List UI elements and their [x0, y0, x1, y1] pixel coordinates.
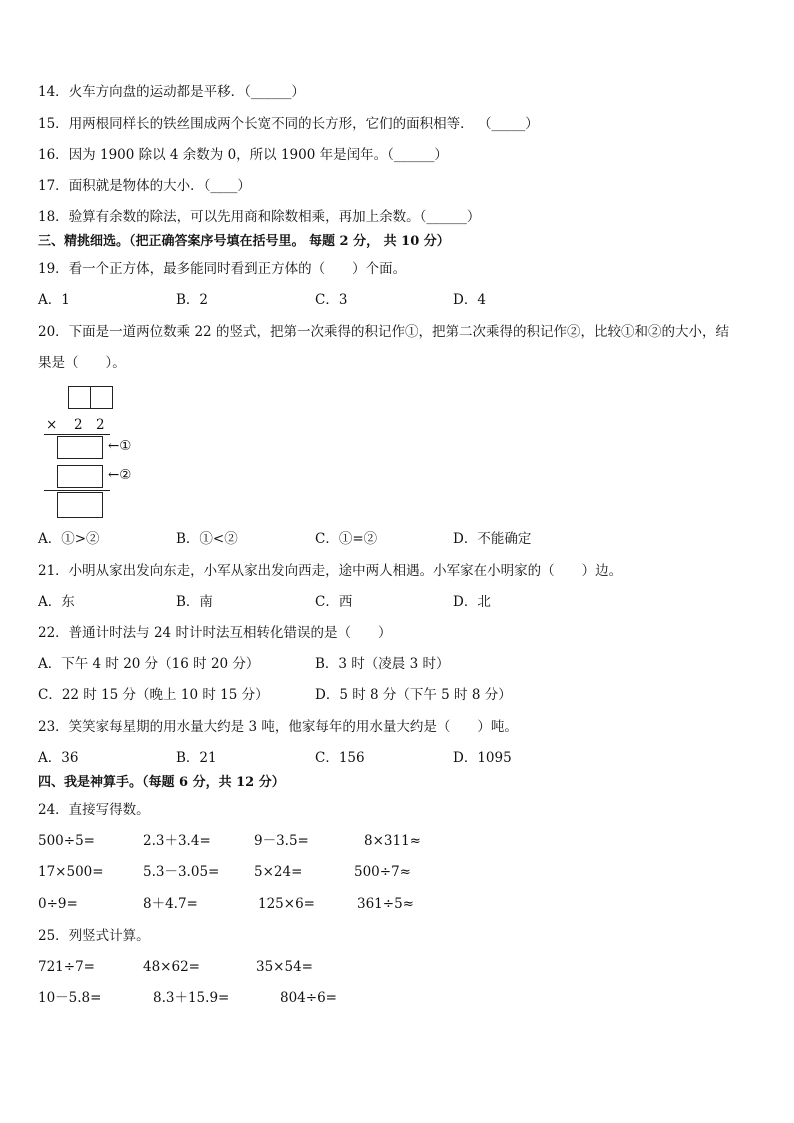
- times-sign: ×: [46, 417, 58, 433]
- option-d: D．不能确定: [453, 531, 532, 547]
- question-25-stem: 25．列竖式计算。: [38, 928, 150, 944]
- option-d: D．5 时 8 分（下午 5 时 8 分）: [315, 687, 512, 703]
- question-17: [38, 177, 251, 195]
- question-18: [38, 208, 480, 226]
- partial-product-2-label: ←②: [108, 467, 132, 483]
- section-heading-3: 三、精挑细选。（把正确答案序号填在括号里。 每题 2 分， 共 10 分）: [38, 234, 450, 249]
- digit-box-tens: [68, 386, 91, 409]
- calc-item: 17×500=: [38, 864, 104, 880]
- question-number: 16．: [38, 147, 69, 163]
- option-c: C．22 时 15 分（晚上 10 时 15 分）: [38, 687, 269, 703]
- calc-item: 8.3＋15.9=: [153, 990, 230, 1006]
- calc-item: 721÷7=: [38, 959, 95, 975]
- calc-item: 2.3＋3.4=: [143, 833, 211, 849]
- option-a: A．①>②: [38, 531, 100, 547]
- question-14: [38, 83, 305, 101]
- option-d: D．4: [453, 292, 486, 308]
- question-text: 验算有余数的除法，可以先用商和除数相乘，再加上余数。（______）: [68, 209, 481, 225]
- partial-product-1-label: ←①: [108, 438, 132, 454]
- question-16: [38, 146, 448, 164]
- calc-item: 8＋4.7=: [143, 896, 198, 912]
- multiplier-digit-tens: 2: [74, 417, 83, 433]
- question-number: 17．: [38, 178, 69, 194]
- calc-item: 8×311≈: [364, 833, 421, 849]
- option-a: A．1: [38, 292, 70, 308]
- option-a: A．36: [38, 750, 79, 766]
- calc-item: 5×24=: [254, 864, 303, 880]
- multiplier-digit-ones: 2: [96, 417, 105, 433]
- option-b: B．南: [176, 594, 213, 610]
- calc-item: 125×6=: [258, 896, 315, 912]
- question-21-stem: 21．小明从家出发向东走，小军从家出发向西走，途中两人相遇。小军家在小明家的（ ）边。: [38, 563, 623, 579]
- calc-item: 10－5.8=: [38, 990, 102, 1006]
- option-b: B．①<②: [176, 531, 238, 547]
- question-text: 因为 1900 除以 4 余数为 0，所以 1900 年是闰年。（______）: [68, 147, 448, 163]
- partial-product-2-box: [57, 465, 103, 488]
- option-b: B．2: [176, 292, 209, 308]
- question-text: 用两根同样长的铁丝围成两个长宽不同的长方形，它们的面积相等． （_____）: [68, 116, 539, 132]
- calc-item: 804÷6=: [280, 990, 337, 1006]
- question-number: 18．: [38, 209, 69, 225]
- calc-item: 35×54=: [256, 959, 313, 975]
- option-d: D．1095: [453, 750, 512, 766]
- calc-item: 5.3－3.05=: [143, 864, 220, 880]
- partial-product-1-box: [57, 436, 103, 459]
- calc-item: 0÷9=: [38, 896, 78, 912]
- question-text: 面积就是物体的大小．（____）: [68, 178, 251, 194]
- calc-item: 9－3.5=: [254, 833, 309, 849]
- option-c: C．156: [315, 750, 365, 766]
- rule-line-1: [44, 434, 110, 435]
- question-20-stem-line1: 20．下面是一道两位数乘 22 的竖式，把第一次乘得的积记作①，把第二次乘得的积记作②，比较①和②的大小，结: [38, 324, 729, 340]
- question-text: 火车方向盘的运动都是平移．（______）: [68, 84, 305, 100]
- question-24-stem: 24．直接写得数。: [38, 802, 150, 818]
- calc-item: 500÷7≈: [354, 864, 411, 880]
- question-22-stem: 22．普通计时法与 24 时计时法互相转化错误的是（ ）: [38, 625, 392, 641]
- question-20-stem-line2: 果是（ ）。: [38, 355, 126, 371]
- calc-item: 500÷5=: [38, 833, 95, 849]
- option-c: C．①=②: [315, 531, 378, 547]
- question-19-stem: 19．看一个正方体，最多能同时看到正方体的（ ）个面。: [38, 261, 407, 277]
- option-a: A．东: [38, 594, 75, 610]
- option-c: C．3: [315, 292, 348, 308]
- final-product-box: [57, 492, 103, 518]
- option-a: A．下午 4 时 20 分（16 时 20 分）: [38, 656, 260, 672]
- option-c: C．西: [315, 594, 353, 610]
- question-23-stem: 23．笑笑家每星期的用水量大约是 3 吨，他家每年的用水量大约是（ ）吨。: [38, 719, 518, 735]
- rule-line-2: [44, 490, 110, 491]
- calc-item: 48×62=: [143, 959, 200, 975]
- question-number: 15．: [38, 116, 69, 132]
- option-b: B．3 时（凌晨 3 时）: [315, 656, 450, 672]
- section-heading-4: 四、我是神算手。（每题 6 分，共 12 分）: [38, 775, 285, 790]
- question-number: 14．: [38, 84, 69, 100]
- option-d: D．北: [453, 594, 491, 610]
- option-b: B．21: [176, 750, 217, 766]
- question-15: [38, 115, 539, 133]
- digit-box-ones: [90, 386, 113, 409]
- calc-item: 361÷5≈: [357, 896, 414, 912]
